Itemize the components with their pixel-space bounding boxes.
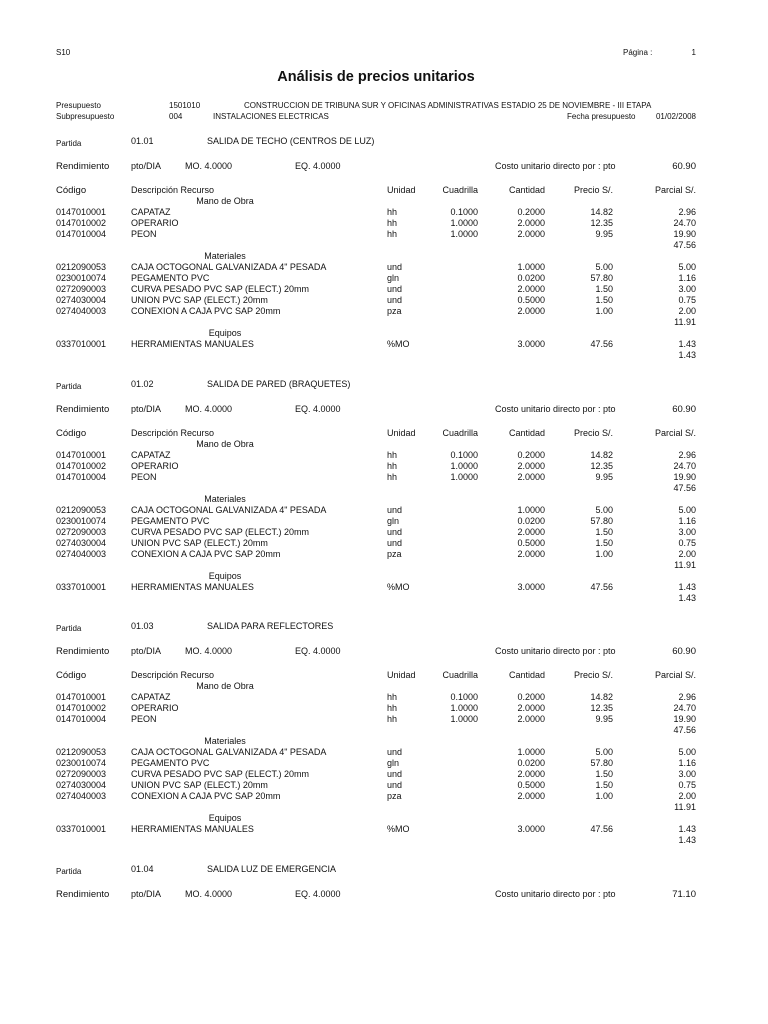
row-codigo: 0272090003 [56, 527, 107, 537]
section-total: 47.56 [673, 240, 696, 250]
row-descripcion: PEGAMENTO PVC [131, 758, 210, 768]
costo-label: Costo unitario directo por : pto [495, 646, 616, 656]
row-cantidad: 2.0000 [517, 714, 545, 724]
page-label: Página : [623, 48, 653, 57]
row-codigo: 0147010001 [56, 692, 107, 702]
row-cantidad: 2.0000 [517, 549, 545, 559]
section-mano-obra: Mano de Obra [196, 196, 254, 206]
col-cuadrilla: Cuadrilla [442, 428, 478, 438]
row-parcial: 2.00 [678, 306, 696, 316]
row-unidad: hh [387, 207, 398, 217]
row-codigo: 0147010004 [56, 714, 107, 724]
row-precio: 14.82 [590, 692, 613, 702]
costo-value: 60.90 [672, 404, 696, 415]
row-descripcion: UNION PVC SAP (ELECT.) 20mm [131, 295, 268, 305]
row-cantidad: 0.0200 [517, 516, 545, 526]
section-equipos: Equipos [208, 328, 242, 338]
row-unidad: %MO [387, 582, 410, 592]
row-parcial: 1.43 [678, 339, 696, 349]
section-total: 1.43 [678, 350, 696, 360]
row-unidad: und [387, 747, 403, 757]
rendimiento-mo: MO. 4.0000 [185, 404, 233, 414]
row-cantidad: 2.0000 [517, 218, 545, 228]
row-precio: 9.95 [595, 714, 613, 724]
row-cantidad: 0.0200 [517, 758, 545, 768]
costo-label: Costo unitario directo por : pto [495, 161, 616, 171]
row-cantidad: 0.2000 [517, 450, 545, 460]
row-precio: 14.82 [590, 207, 613, 217]
section-total: 11.91 [674, 317, 696, 327]
section-total: 47.56 [673, 483, 696, 493]
fecha-value: 01/02/2008 [655, 112, 696, 121]
row-codigo: 0230010074 [56, 758, 107, 768]
row-parcial: 3.00 [678, 527, 696, 537]
row-codigo: 0147010001 [56, 207, 107, 217]
row-unidad: gln [387, 758, 400, 768]
row-unidad: hh [387, 461, 398, 471]
rendimiento-eq: EQ. 4.0000 [295, 646, 341, 656]
row-codigo: 0147010002 [56, 461, 107, 471]
row-codigo: 0212090053 [56, 747, 107, 757]
row-descripcion: HERRAMIENTAS MANUALES [131, 339, 254, 349]
row-cuadrilla: 1.0000 [450, 714, 478, 724]
row-cantidad: 0.0200 [517, 273, 545, 283]
row-descripcion: CURVA PESADO PVC SAP (ELECT.) 20mm [131, 527, 310, 537]
row-codigo: 0147010004 [56, 472, 107, 482]
row-cantidad: 3.0000 [517, 582, 545, 592]
row-precio: 47.56 [590, 582, 613, 592]
row-unidad: pza [387, 549, 402, 559]
row-descripcion: UNION PVC SAP (ELECT.) 20mm [131, 780, 268, 790]
row-precio: 12.35 [590, 703, 613, 713]
col-cantidad: Cantidad [508, 670, 545, 680]
col-descripcion: Descripción Recurso [131, 428, 215, 438]
row-unidad: und [387, 538, 403, 548]
row-parcial: 3.00 [678, 769, 696, 779]
rendimiento-unit: pto/DIA [131, 646, 162, 656]
row-descripcion: CAJA OCTOGONAL GALVANIZADA 4" PESADA [131, 262, 327, 272]
row-precio: 5.00 [595, 747, 613, 757]
row-codigo: 0274040003 [56, 306, 107, 316]
costo-label: Costo unitario directo por : pto [495, 889, 616, 899]
col-parcial: Parcial S/. [654, 670, 696, 680]
row-descripcion: PEON [131, 472, 157, 482]
row-cantidad: 2.0000 [517, 769, 545, 779]
row-unidad: und [387, 284, 403, 294]
report-code: S10 [56, 48, 71, 57]
partida-code: 01.04 [131, 864, 154, 874]
row-parcial: 1.43 [678, 824, 696, 834]
subpresupuesto-desc: INSTALACIONES ELECTRICAS [213, 112, 329, 121]
row-precio: 1.50 [595, 538, 613, 548]
row-unidad: und [387, 527, 403, 537]
row-precio: 1.50 [595, 780, 613, 790]
rendimiento-label: Rendimiento [56, 404, 110, 415]
section-materiales: Materiales [204, 494, 246, 504]
page-number: 1 [691, 48, 696, 57]
rendimiento-mo: MO. 4.0000 [185, 161, 233, 171]
col-descripcion: Descripción Recurso [131, 670, 215, 680]
row-unidad: hh [387, 714, 398, 724]
row-codigo: 0337010001 [56, 824, 107, 834]
row-descripcion: PEGAMENTO PVC [131, 516, 210, 526]
partida-name: SALIDA DE TECHO (CENTROS DE LUZ) [207, 136, 375, 146]
row-precio: 14.82 [590, 450, 613, 460]
partida-label: Partida [56, 139, 82, 148]
subpresupuesto-label: Subpresupuesto [56, 112, 115, 121]
row-unidad: und [387, 780, 403, 790]
row-precio: 1.50 [595, 284, 613, 294]
row-unidad: gln [387, 273, 400, 283]
row-precio: 47.56 [590, 339, 613, 349]
partida-name: SALIDA DE PARED (BRAQUETES) [207, 379, 351, 389]
rendimiento-eq: EQ. 4.0000 [295, 161, 341, 171]
row-unidad: hh [387, 450, 398, 460]
row-descripcion: CAJA OCTOGONAL GALVANIZADA 4" PESADA [131, 747, 327, 757]
col-cantidad: Cantidad [508, 428, 545, 438]
section-total: 1.43 [678, 835, 696, 845]
partida-label: Partida [56, 867, 82, 876]
row-descripcion: CONEXION A CAJA PVC SAP 20mm [131, 791, 281, 801]
row-parcial: 1.16 [678, 758, 696, 768]
col-cantidad: Cantidad [508, 185, 545, 195]
row-cantidad: 2.0000 [517, 703, 545, 713]
rendimiento-unit: pto/DIA [131, 161, 162, 171]
partida-label: Partida [56, 382, 82, 391]
row-cantidad: 3.0000 [517, 339, 545, 349]
row-parcial: 0.75 [678, 780, 696, 790]
col-codigo: Código [56, 428, 87, 439]
row-parcial: 2.00 [678, 791, 696, 801]
row-parcial: 2.96 [678, 450, 696, 460]
section-materiales: Materiales [204, 736, 246, 746]
partida-name: SALIDA LUZ DE EMERGENCIA [207, 864, 337, 874]
row-parcial: 2.00 [678, 549, 696, 559]
row-descripcion: CAJA OCTOGONAL GALVANIZADA 4" PESADA [131, 505, 327, 515]
section-equipos: Equipos [208, 813, 242, 823]
section-equipos: Equipos [208, 571, 242, 581]
rendimiento-label: Rendimiento [56, 161, 110, 172]
row-unidad: pza [387, 791, 402, 801]
rendimiento-label: Rendimiento [56, 646, 110, 657]
row-unidad: %MO [387, 824, 410, 834]
row-unidad: %MO [387, 339, 410, 349]
row-parcial: 3.00 [678, 284, 696, 294]
row-codigo: 0274030004 [56, 780, 107, 790]
subpresupuesto-code: 004 [169, 112, 183, 121]
row-precio: 1.50 [595, 769, 613, 779]
row-descripcion: CAPATAZ [131, 207, 171, 217]
row-descripcion: UNION PVC SAP (ELECT.) 20mm [131, 538, 268, 548]
partida-code: 01.01 [131, 136, 154, 146]
row-precio: 12.35 [590, 218, 613, 228]
row-cuadrilla: 1.0000 [450, 472, 478, 482]
row-descripcion: CONEXION A CAJA PVC SAP 20mm [131, 306, 281, 316]
row-precio: 1.00 [595, 306, 613, 316]
row-parcial: 0.75 [678, 295, 696, 305]
col-unidad: Unidad [387, 428, 416, 438]
row-cantidad: 1.0000 [517, 505, 545, 515]
col-cuadrilla: Cuadrilla [442, 670, 478, 680]
row-precio: 1.50 [595, 295, 613, 305]
row-cuadrilla: 1.0000 [450, 703, 478, 713]
row-parcial: 0.75 [678, 538, 696, 548]
row-unidad: hh [387, 472, 398, 482]
row-cantidad: 2.0000 [517, 791, 545, 801]
row-codigo: 0147010004 [56, 229, 107, 239]
row-cuadrilla: 1.0000 [450, 229, 478, 239]
section-mano-obra: Mano de Obra [196, 681, 254, 691]
row-cantidad: 1.0000 [517, 262, 545, 272]
row-codigo: 0230010074 [56, 273, 107, 283]
row-precio: 57.80 [590, 758, 613, 768]
row-parcial: 19.90 [673, 229, 696, 239]
row-parcial: 1.43 [678, 582, 696, 592]
row-parcial: 2.96 [678, 207, 696, 217]
partida-label: Partida [56, 624, 82, 633]
row-parcial: 19.90 [673, 472, 696, 482]
row-unidad: und [387, 262, 403, 272]
rendimiento-unit: pto/DIA [131, 404, 162, 414]
row-precio: 9.95 [595, 229, 613, 239]
row-cantidad: 2.0000 [517, 284, 545, 294]
row-descripcion: CAPATAZ [131, 450, 171, 460]
col-cuadrilla: Cuadrilla [442, 185, 478, 195]
row-cuadrilla: 1.0000 [450, 218, 478, 228]
row-descripcion: CURVA PESADO PVC SAP (ELECT.) 20mm [131, 284, 310, 294]
fecha-label: Fecha presupuesto [567, 112, 636, 121]
section-total: 11.91 [674, 560, 696, 570]
section-total: 11.91 [674, 802, 696, 812]
row-codigo: 0212090053 [56, 505, 107, 515]
row-parcial: 19.90 [673, 714, 696, 724]
row-precio: 9.95 [595, 472, 613, 482]
row-cantidad: 0.2000 [517, 692, 545, 702]
partida-code: 01.03 [131, 621, 154, 631]
col-descripcion: Descripción Recurso [131, 185, 215, 195]
row-parcial: 24.70 [673, 461, 696, 471]
row-precio: 57.80 [590, 516, 613, 526]
row-unidad: hh [387, 229, 398, 239]
row-codigo: 0337010001 [56, 582, 107, 592]
row-cuadrilla: 0.1000 [450, 692, 478, 702]
row-parcial: 24.70 [673, 703, 696, 713]
row-precio: 1.50 [595, 527, 613, 537]
row-parcial: 5.00 [678, 747, 696, 757]
col-unidad: Unidad [387, 185, 416, 195]
rendimiento-label: Rendimiento [56, 889, 110, 900]
row-descripcion: OPERARIO [131, 461, 179, 471]
row-cuadrilla: 0.1000 [450, 207, 478, 217]
col-precio: Precio S/. [573, 185, 613, 195]
row-unidad: und [387, 769, 403, 779]
col-precio: Precio S/. [573, 670, 613, 680]
section-materiales: Materiales [204, 251, 246, 261]
row-precio: 47.56 [590, 824, 613, 834]
rendimiento-eq: EQ. 4.0000 [295, 889, 341, 899]
row-parcial: 1.16 [678, 273, 696, 283]
row-parcial: 5.00 [678, 505, 696, 515]
row-codigo: 0274040003 [56, 791, 107, 801]
row-codigo: 0274040003 [56, 549, 107, 559]
row-parcial: 2.96 [678, 692, 696, 702]
row-codigo: 0212090053 [56, 262, 107, 272]
row-unidad: hh [387, 703, 398, 713]
row-descripcion: CURVA PESADO PVC SAP (ELECT.) 20mm [131, 769, 310, 779]
partida-name: SALIDA PARA REFLECTORES [207, 621, 334, 631]
section-total: 1.43 [678, 593, 696, 603]
rendimiento-unit: pto/DIA [131, 889, 162, 899]
costo-label: Costo unitario directo por : pto [495, 404, 616, 414]
row-cantidad: 0.2000 [517, 207, 545, 217]
row-precio: 5.00 [595, 505, 613, 515]
row-cantidad: 0.5000 [517, 538, 545, 548]
row-descripcion: CONEXION A CAJA PVC SAP 20mm [131, 549, 281, 559]
row-cantidad: 2.0000 [517, 472, 545, 482]
row-precio: 1.00 [595, 791, 613, 801]
row-cantidad: 1.0000 [517, 747, 545, 757]
row-parcial: 5.00 [678, 262, 696, 272]
col-codigo: Código [56, 670, 87, 681]
row-codigo: 0272090003 [56, 769, 107, 779]
row-codigo: 0147010002 [56, 218, 107, 228]
row-codigo: 0230010074 [56, 516, 107, 526]
row-codigo: 0274030004 [56, 295, 107, 305]
row-unidad: pza [387, 306, 402, 316]
row-unidad: hh [387, 218, 398, 228]
presupuesto-desc: CONSTRUCCION DE TRIBUNA SUR Y OFICINAS ADMINISTRATIVAS ESTADIO 25 DE NOVIEMBRE - III ETAPA [244, 101, 652, 110]
row-parcial: 1.16 [678, 516, 696, 526]
presupuesto-code: 1501010 [169, 101, 201, 110]
partida-code: 01.02 [131, 379, 154, 389]
row-cantidad: 2.0000 [517, 229, 545, 239]
col-precio: Precio S/. [573, 428, 613, 438]
row-codigo: 0274030004 [56, 538, 107, 548]
row-unidad: und [387, 505, 403, 515]
row-unidad: hh [387, 692, 398, 702]
row-codigo: 0272090003 [56, 284, 107, 294]
row-unidad: gln [387, 516, 400, 526]
row-cantidad: 0.5000 [517, 295, 545, 305]
row-precio: 12.35 [590, 461, 613, 471]
row-precio: 1.00 [595, 549, 613, 559]
row-descripcion: PEON [131, 714, 157, 724]
row-cuadrilla: 0.1000 [450, 450, 478, 460]
rendimiento-mo: MO. 4.0000 [185, 889, 233, 899]
row-descripcion: HERRAMIENTAS MANUALES [131, 824, 254, 834]
costo-value: 71.10 [672, 889, 696, 900]
row-descripcion: OPERARIO [131, 218, 179, 228]
col-codigo: Código [56, 185, 87, 196]
row-descripcion: OPERARIO [131, 703, 179, 713]
row-parcial: 24.70 [673, 218, 696, 228]
col-parcial: Parcial S/. [654, 185, 696, 195]
row-precio: 5.00 [595, 262, 613, 272]
row-cantidad: 0.5000 [517, 780, 545, 790]
page-title: Análisis de precios unitarios [277, 69, 475, 85]
section-total: 47.56 [673, 725, 696, 735]
col-unidad: Unidad [387, 670, 416, 680]
row-cantidad: 2.0000 [517, 461, 545, 471]
col-parcial: Parcial S/. [654, 428, 696, 438]
row-precio: 57.80 [590, 273, 613, 283]
row-descripcion: PEGAMENTO PVC [131, 273, 210, 283]
rendimiento-mo: MO. 4.0000 [185, 646, 233, 656]
row-cuadrilla: 1.0000 [450, 461, 478, 471]
row-unidad: und [387, 295, 403, 305]
presupuesto-label: Presupuesto [56, 101, 101, 110]
row-descripcion: HERRAMIENTAS MANUALES [131, 582, 254, 592]
row-cantidad: 2.0000 [517, 527, 545, 537]
rendimiento-eq: EQ. 4.0000 [295, 404, 341, 414]
row-cantidad: 2.0000 [517, 306, 545, 316]
row-codigo: 0337010001 [56, 339, 107, 349]
section-mano-obra: Mano de Obra [196, 439, 254, 449]
row-descripcion: PEON [131, 229, 157, 239]
row-descripcion: CAPATAZ [131, 692, 171, 702]
row-codigo: 0147010002 [56, 703, 107, 713]
costo-value: 60.90 [672, 161, 696, 172]
costo-value: 60.90 [672, 646, 696, 657]
row-cantidad: 3.0000 [517, 824, 545, 834]
row-codigo: 0147010001 [56, 450, 107, 460]
